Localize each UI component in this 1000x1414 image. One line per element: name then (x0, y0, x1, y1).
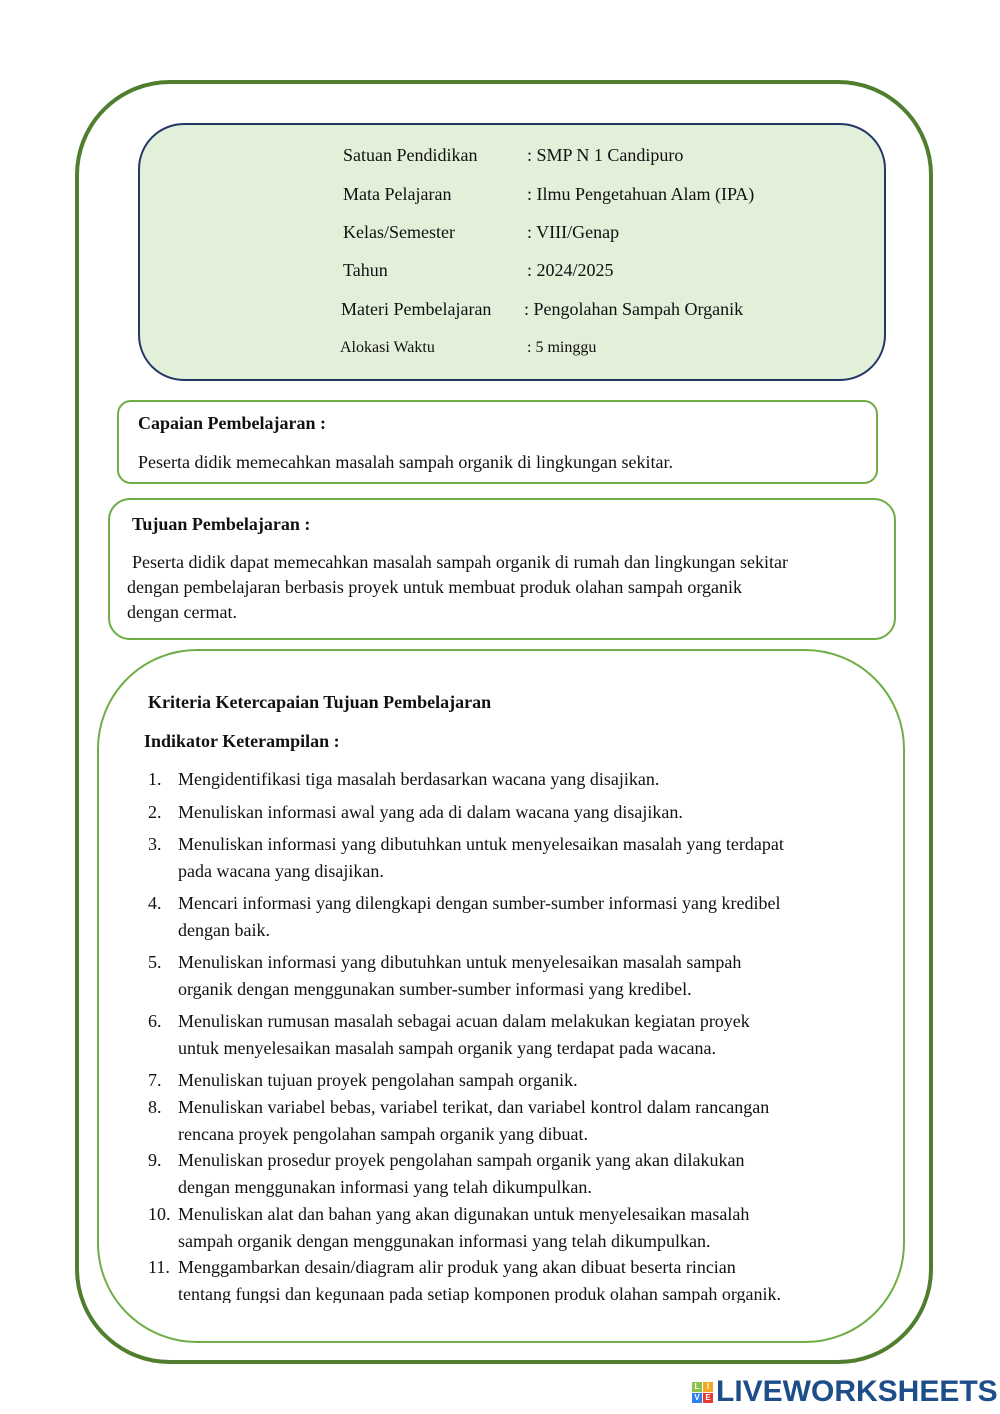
cube-letter: E (703, 1393, 713, 1403)
cube-letter: V (692, 1393, 702, 1403)
item-text: Menuliskan variabel bebas, variabel terikat, dan variabel kontrol dalam rancangan (178, 1097, 770, 1117)
item-number: 2. (148, 802, 162, 822)
header-label: Tahun (343, 260, 388, 280)
logo-text: LIVEWORKSHEETS (716, 1375, 998, 1408)
cube-letter: L (692, 1382, 702, 1392)
header-value: : VIII/Genap (527, 222, 620, 242)
cube-letter: I (703, 1382, 713, 1392)
indikator-subtitle: Indikator Keterampilan : (144, 731, 340, 751)
header-value: : Pengolahan Sampah Organik (524, 299, 744, 319)
item-text: Menuliskan informasi yang dibutuhkan untuk menyelesaikan masalah yang terdapat (178, 834, 784, 854)
kriteria-title: Kriteria Ketercapaian Tujuan Pembelajaran (148, 692, 492, 712)
item-text: sampah organik dengan menggunakan informasi yang telah dikumpulkan. (178, 1231, 711, 1251)
item-number: 9. (148, 1150, 162, 1170)
item-text: Menuliskan informasi yang dibutuhkan untuk menyelesaikan masalah sampah (178, 952, 742, 972)
item-text: organik dengan menggunakan sumber-sumber informasi yang kredibel. (178, 979, 692, 999)
item-text: Menuliskan prosedur proyek pengolahan sampah organik yang akan dilakukan (178, 1150, 745, 1170)
item-text: dengan menggunakan informasi yang telah dikumpulkan. (178, 1177, 592, 1197)
item-text: Menuliskan alat dan bahan yang akan digunakan untuk menyelesaikan masalah (178, 1204, 750, 1224)
item-text: Menuliskan informasi awal yang ada di dalam wacana yang disajikan. (178, 802, 683, 822)
item-text: dengan baik. (178, 920, 270, 940)
item-number: 6. (148, 1011, 162, 1031)
item-number: 8. (148, 1097, 162, 1117)
liveworksheets-logo (692, 1375, 998, 1409)
capaian-title: Capaian Pembelajaran : (138, 413, 326, 433)
item-number: 7. (148, 1070, 162, 1090)
item-number: 1. (148, 769, 162, 789)
capaian-text: Peserta didik memecahkan masalah sampah organik di lingkungan sekitar. (138, 452, 674, 472)
header-label: Satuan Pendidikan (343, 145, 478, 165)
item-number: 11. (148, 1257, 170, 1277)
item-text: untuk menyelesaikan masalah sampah organik yang terdapat pada wacana. (178, 1038, 716, 1058)
header-value: : SMP N 1 Candipuro (527, 145, 684, 165)
tujuan-line: Peserta didik dapat memecahkan masalah sampah organik di rumah dan lingkungan sekitar (132, 552, 788, 572)
live-cube-icon (692, 1382, 713, 1403)
item-number: 3. (148, 834, 162, 854)
item-number: 4. (148, 893, 162, 913)
item-text: Menggambarkan desain/diagram alir produk yang akan dibuat beserta rincian (178, 1257, 736, 1277)
item-number: 10. (148, 1204, 171, 1224)
tujuan-line: dengan cermat. (127, 602, 237, 622)
tujuan-line: dengan pembelajaran berbasis proyek untuk membuat produk olahan sampah organik (127, 577, 742, 597)
header-label: Alokasi Waktu (340, 339, 435, 356)
header-label: Kelas/Semester (343, 222, 455, 242)
item-text: pada wacana yang disajikan. (178, 861, 384, 881)
header-label: Materi Pembelajaran (341, 299, 492, 319)
item-text: Mengidentifikasi tiga masalah berdasarkan wacana yang disajikan. (178, 769, 660, 789)
item-text: tentang fungsi dan kegunaan pada setiap komponen produk olahan sampah organik. (178, 1284, 782, 1303)
item-text: Mencari informasi yang dilengkapi dengan sumber-sumber informasi yang kredibel (178, 893, 781, 913)
header-value: : 2024/2025 (527, 260, 614, 280)
tujuan-title: Tujuan Pembelajaran : (132, 514, 311, 534)
item-text: Menuliskan rumusan masalah sebagai acuan dalam melakukan kegiatan proyek (178, 1011, 750, 1031)
item-number: 5. (148, 952, 162, 972)
header-label: Mata Pelajaran (343, 184, 452, 204)
item-text: rencana proyek pengolahan sampah organik yang dibuat. (178, 1124, 589, 1144)
header-value: : 5 minggu (527, 339, 597, 356)
header-value: : Ilmu Pengetahuan Alam (IPA) (527, 184, 755, 204)
item-text: Menuliskan tujuan proyek pengolahan sampah organik. (178, 1070, 578, 1090)
